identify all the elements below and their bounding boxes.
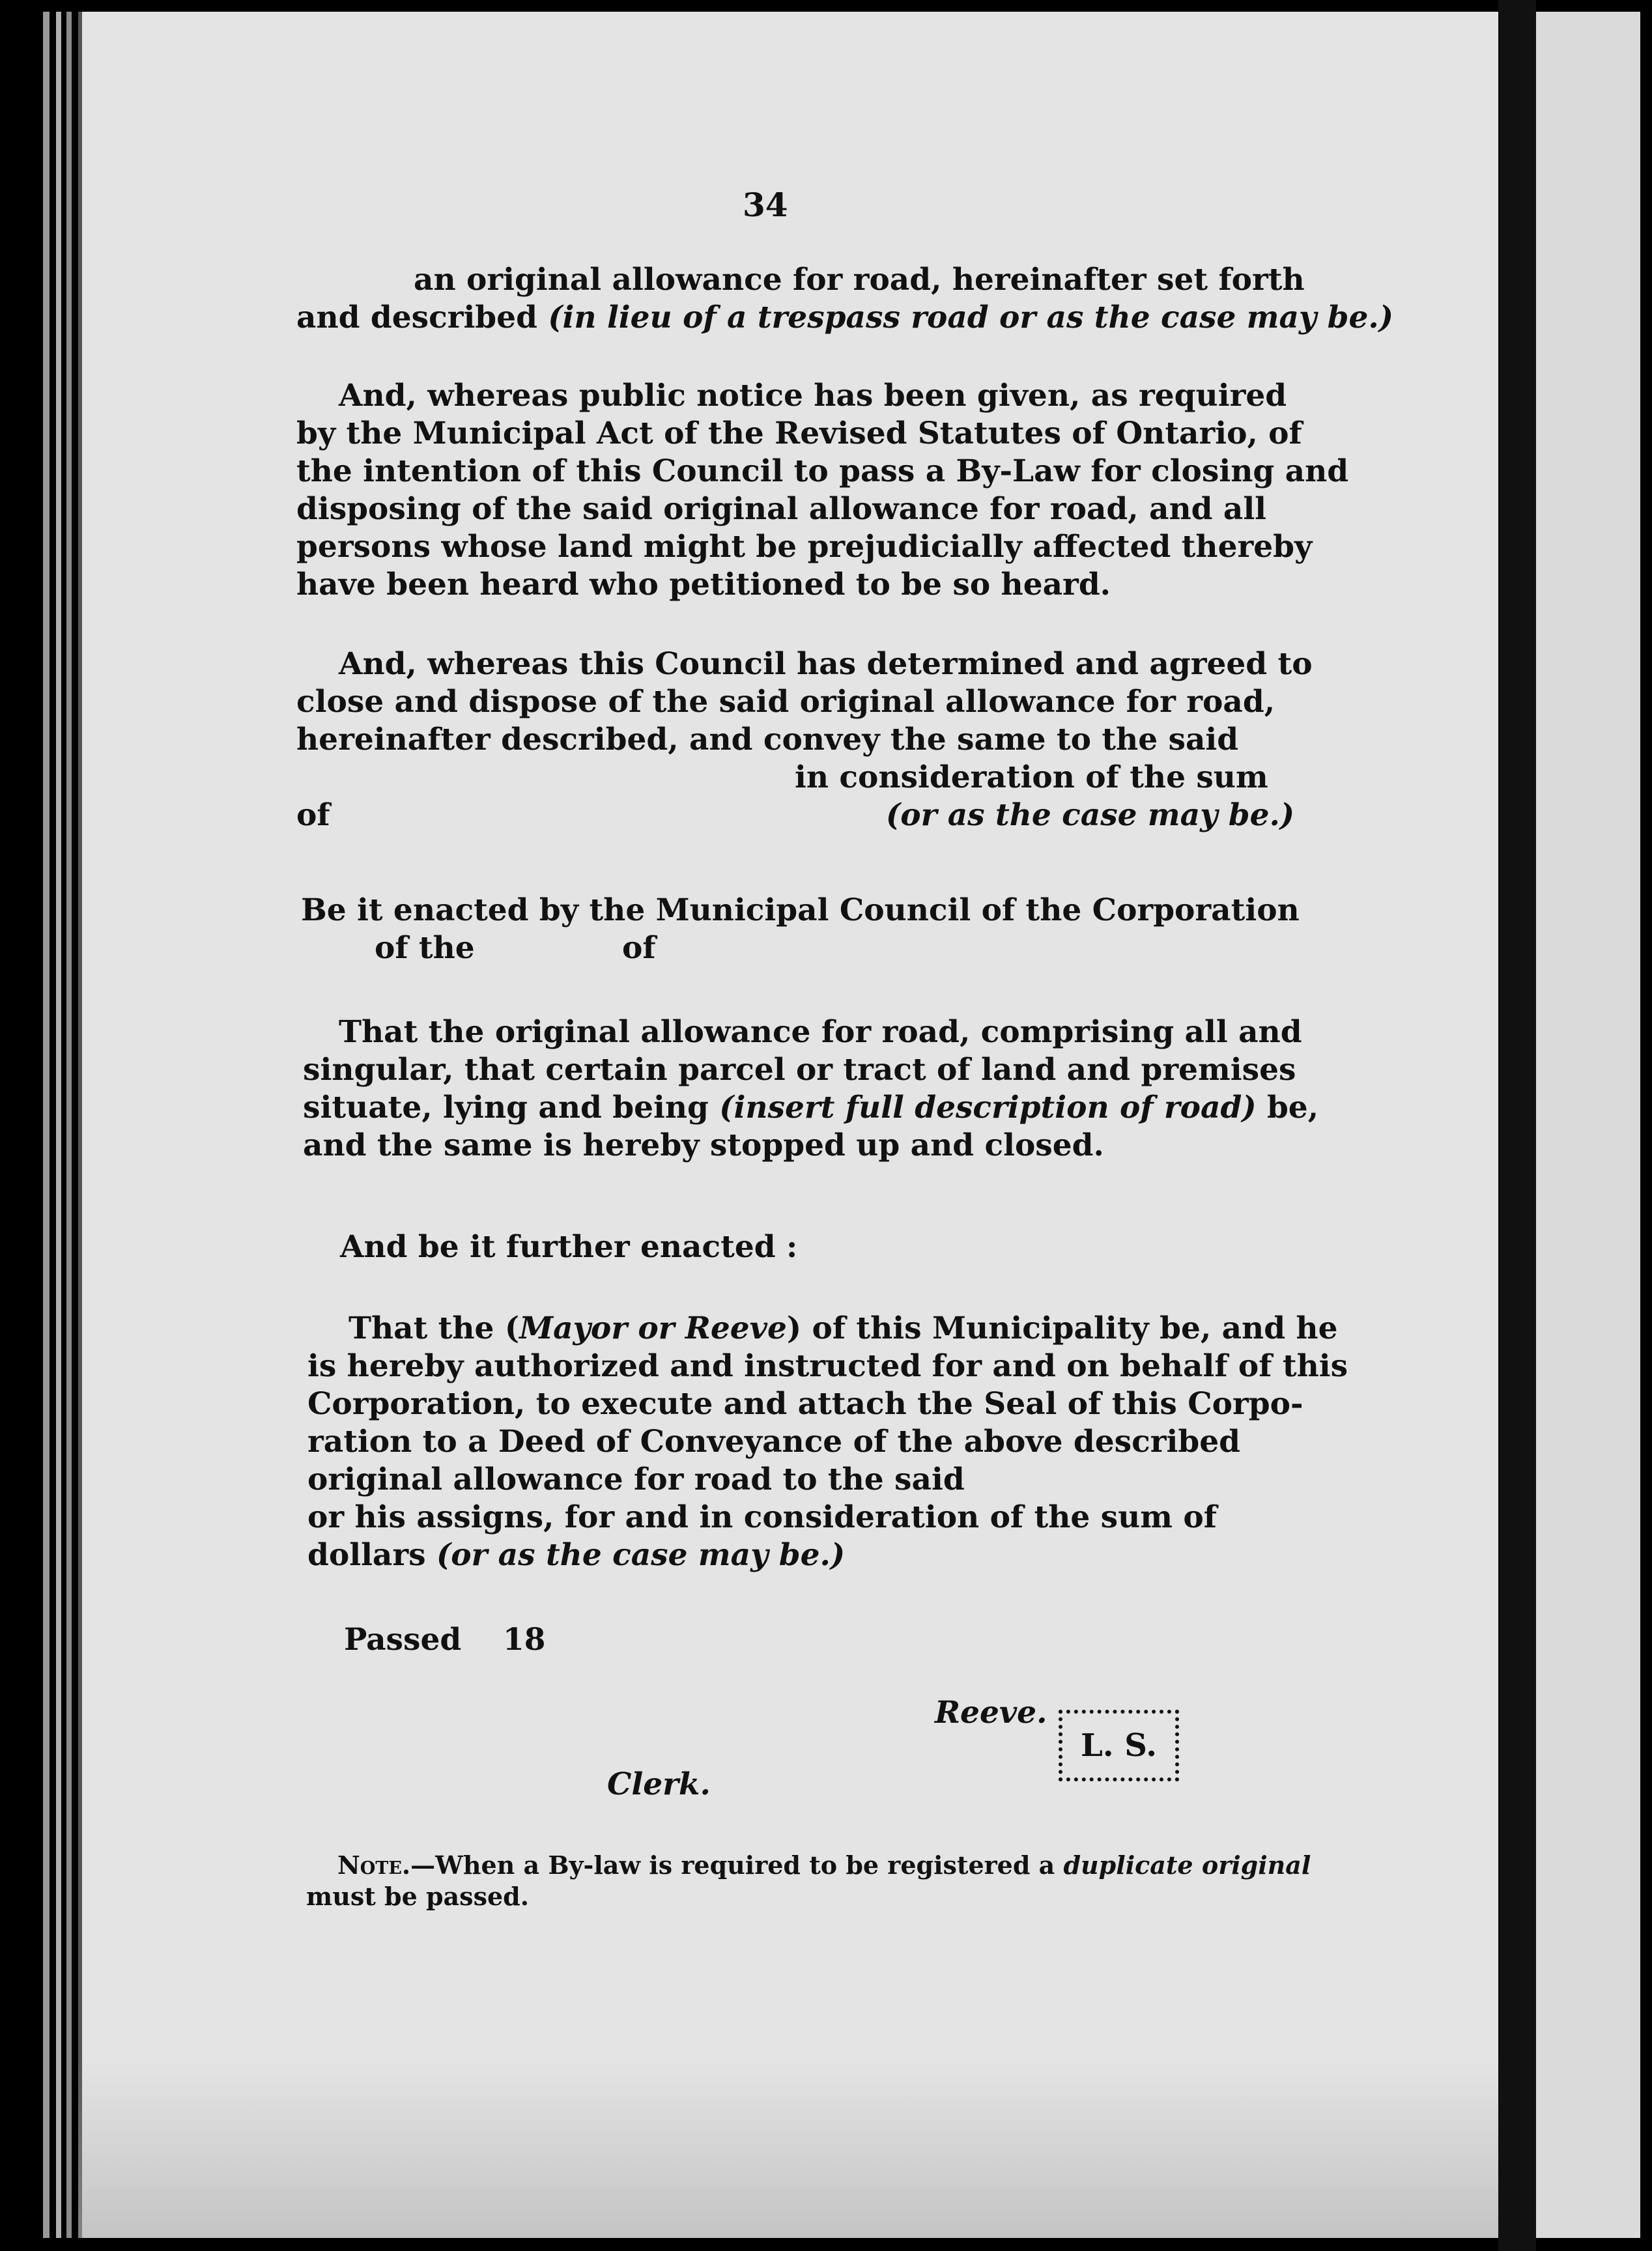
text-line: And be it further enacted : [340,1229,798,1265]
clerk-label: Clerk. [607,1766,711,1802]
italic-run: (or as the case may be.) [886,797,1295,833]
text-line: singular, that certain parcel or tract of land and premises [303,1052,1296,1088]
text-line: the intention of this Council to pass a By-Law for closing and [296,453,1349,489]
text-line: And, whereas public notice has been given, as required [339,378,1287,414]
text-line: of [622,930,656,966]
text-line: hereinafter described, and convey the same to the said [296,722,1239,757]
text-run: ) of this Municipality be, and he [786,1310,1338,1346]
italic-run: Mayor or Reeve [519,1310,787,1346]
text-run: —When a By-law is required to be registered a [410,1850,1064,1880]
text-line: persons whose land might be prejudicially affected thereby [296,529,1313,565]
text-line: disposing of the said original allowance for road, and all [296,491,1267,527]
reeve-label: Reeve. [935,1695,1047,1731]
page-number: 34 [743,186,788,224]
note-line [337,1850,1311,1881]
note-line: must be passed. [306,1882,529,1911]
text-line: And, whereas this Council has determined and agreed to [339,646,1313,682]
text-line: and the same is hereby stopped up and closed. [303,1127,1104,1163]
text-line [349,1309,1338,1348]
text-line: an original allowance for road, hereinafter set forth [414,262,1305,298]
text-line: close and dispose of the said original allowance for road, [296,684,1275,720]
text-run: dollars [307,1537,436,1573]
text-run: and described [296,300,548,335]
text-line: Corporation, to execute and attach the Seal of this Corpo- [307,1386,1303,1422]
text-line: have been heard who petitioned to be so heard. [296,567,1111,602]
italic-run: duplicate original [1063,1850,1311,1880]
italic-run: (in lieu of a trespass road or as the case may be.) [548,300,1393,335]
seal-box [1059,1710,1179,1781]
text-line [307,1536,845,1575]
text-line [303,1088,1318,1127]
text-run: situate, lying and being [303,1090,720,1126]
text-line: or his assigns, for and in consideration of the sum of [307,1499,1217,1535]
italic-run: (or as the case may be.) [436,1537,846,1573]
text-line: by the Municipal Act of the Revised Statutes of Ontario, of [296,416,1302,451]
text-line: That the original allowance for road, comprising all and [339,1014,1302,1050]
text-line: of [296,797,330,833]
italic-run: (insert full description of road) [719,1090,1257,1126]
passed-year: 18 [503,1622,546,1658]
seal-label: L. S. [1081,1727,1157,1764]
text-line: of the [375,930,475,966]
text-line: is hereby authorized and instructed for and on behalf of this [307,1348,1348,1384]
text-line: ration to a Deed of Conveyance of the above described [307,1424,1240,1460]
text-line: original allowance for road to the said [307,1462,965,1497]
text-line: in consideration of the sum [795,759,1268,795]
text-run: That the ( [349,1310,520,1346]
passed-label: Passed [344,1622,462,1658]
text-line [296,298,1393,337]
text-run: be, [1256,1090,1319,1126]
note-label: Note. [337,1850,411,1880]
text-line: Be it enacted by the Municipal Council of the Corporation [301,892,1300,928]
